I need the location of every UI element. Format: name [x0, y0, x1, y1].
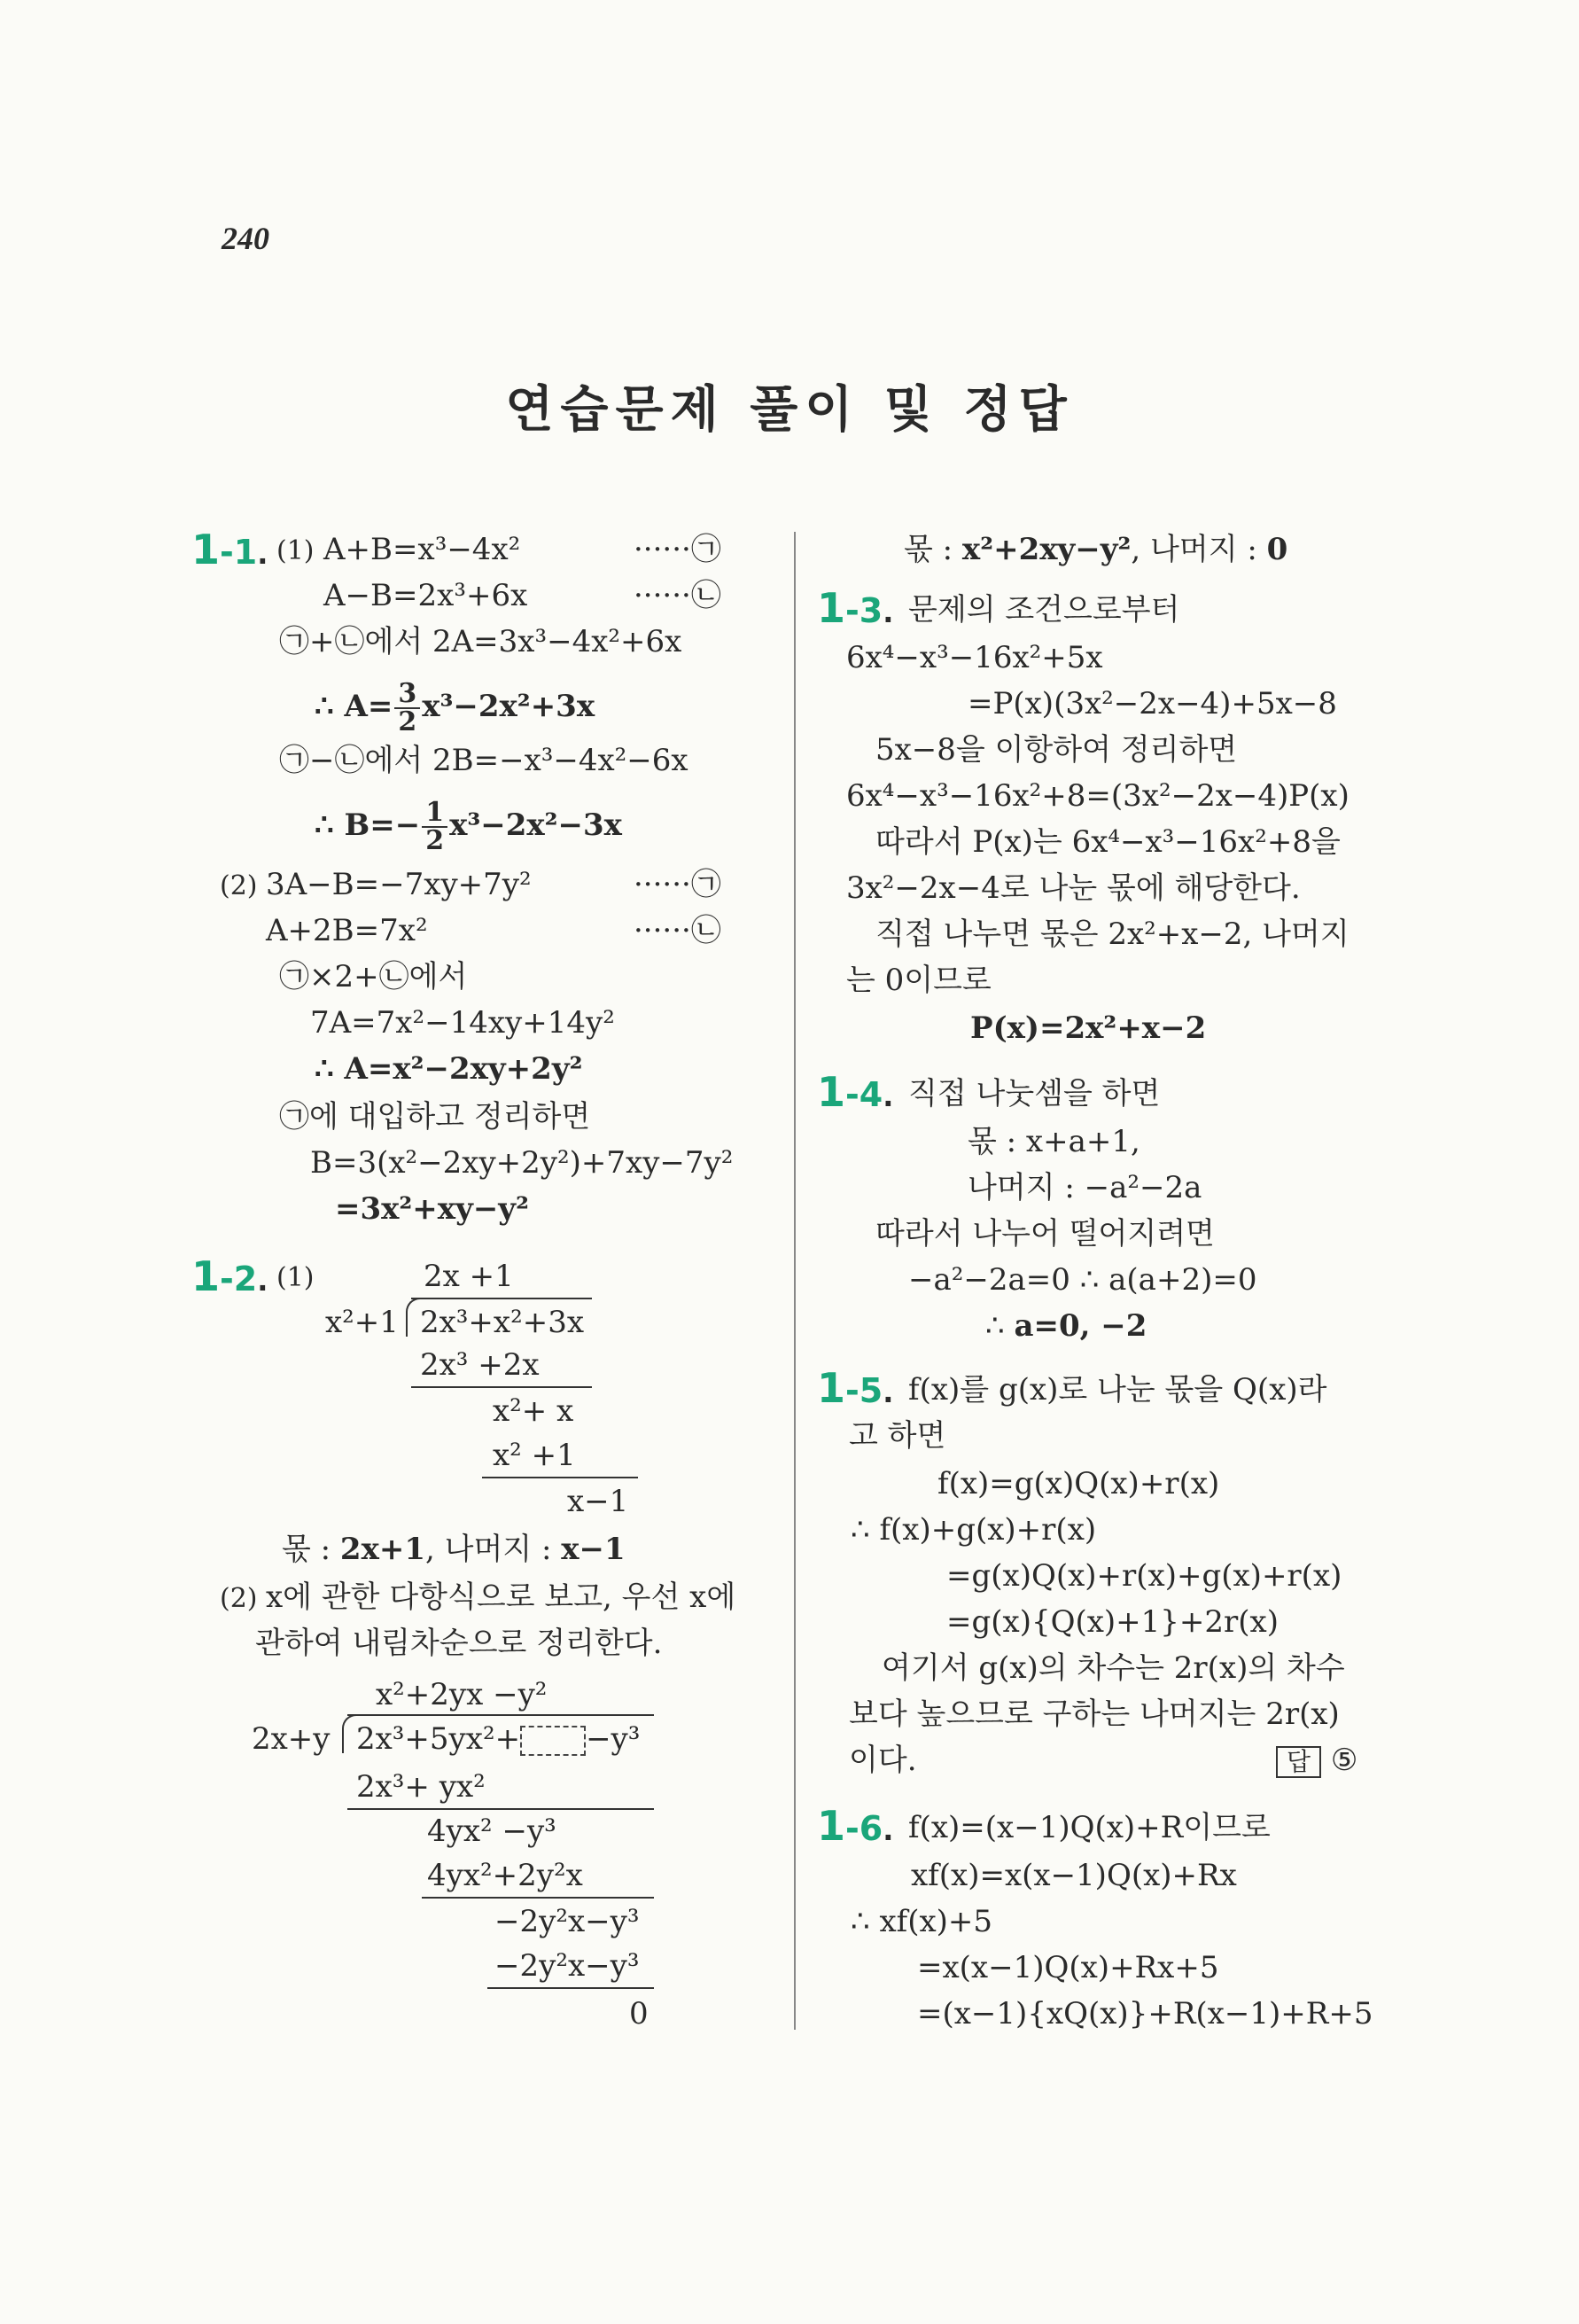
- text-line: 여기서 g(x)의 차수는 2r(x)의 차수: [882, 1650, 1345, 1686]
- problem-label-1-1: 1-1.: [191, 526, 268, 573]
- text-line: 직접 나눗셈을 하면: [908, 1076, 1161, 1111]
- equation-line: B=3(x²−2xy+2y²)+7xy−7y²: [310, 1145, 734, 1181]
- division-quotient: 2x +1: [424, 1259, 514, 1294]
- division-row: 2x³+ yx²: [356, 1769, 486, 1805]
- equation-marker: ······㉡: [634, 913, 721, 948]
- equation-marker: ······㉠: [634, 532, 721, 567]
- division-line: [422, 1897, 654, 1899]
- equation-line: =P(x)(3x²−2x−4)+5x−8: [968, 686, 1337, 721]
- division-dividend: 2x³+5yx²+ −y³: [356, 1721, 641, 1757]
- equation-line: A−B=2x³+6x: [323, 578, 528, 613]
- equation-line: −a²−2a=0 ∴ a(a+2)=0: [908, 1262, 1257, 1298]
- division-bracket: [406, 1298, 420, 1337]
- division-row: x−1: [567, 1484, 629, 1519]
- equation-line: =g(x)Q(x)+r(x)+g(x)+r(x): [946, 1558, 1342, 1594]
- equation-line: ∴ A= $\frac{3}{2}$ x³−2x²+3x: [315, 678, 595, 737]
- equation-line: 6x⁴−x³−16x²+8=(3x²−2x−4)P(x): [846, 778, 1350, 814]
- division-bracket: [342, 1714, 356, 1753]
- equation-line: ㉠+㉡에서 2A=3x³−4x²+6x: [279, 624, 682, 659]
- division-line: [482, 1477, 638, 1478]
- division-row: 0: [629, 1996, 649, 2032]
- page-number: 240: [222, 221, 269, 256]
- text-line: 문제의 조건으로부터: [908, 592, 1180, 628]
- division-row: 4yx² −y³: [427, 1813, 556, 1849]
- part-label: (2): [220, 870, 258, 901]
- text-line: 관하여 내림차순으로 정리한다.: [255, 1626, 663, 1661]
- equation-marker: ······㉠: [634, 867, 721, 902]
- equation-line: xf(x)=x(x−1)Q(x)+Rx: [911, 1858, 1237, 1893]
- answer-badge: 답: [1276, 1746, 1321, 1778]
- text-line: 보다 높으므로 구하는 나머지는 2r(x): [849, 1696, 1340, 1732]
- division-row: −2y²x−y³: [494, 1904, 640, 1939]
- equation-line: =x(x−1)Q(x)+Rx+5: [917, 1950, 1219, 1985]
- problem-label-1-3: 1-3.: [817, 584, 894, 632]
- equation-line: f(x)=(x−1)Q(x)+R이므로: [908, 1810, 1271, 1845]
- equation-line: =g(x){Q(x)+1}+2r(x): [946, 1604, 1279, 1640]
- division-divisor: x²+1: [325, 1305, 399, 1340]
- equation-line: 7A=7x²−14xy+14y²: [310, 1005, 615, 1041]
- division-result: 몫 : 2x+1, 나머지 : x−1: [282, 1532, 626, 1567]
- text-line: 5x−8을 이항하여 정리하면: [875, 732, 1238, 768]
- division-bar: [411, 1298, 592, 1299]
- column-divider: [794, 532, 796, 2030]
- equation-line: 몫 : x+a+1,: [968, 1124, 1140, 1159]
- part-label: (1): [276, 1262, 315, 1293]
- equation-line: =3x²+xy−y²: [335, 1191, 529, 1227]
- division-line: [411, 1386, 592, 1388]
- division-row: x² +1: [493, 1438, 576, 1473]
- problem-label-1-2: 1-2.: [191, 1252, 268, 1300]
- equation-line: ∴ a=0, −2: [985, 1308, 1147, 1344]
- text-line: f(x)를 g(x)로 나눈 몫을 Q(x)라: [908, 1372, 1327, 1408]
- division-bar: [347, 1714, 654, 1716]
- division-result: 몫 : x²+2xy−y², 나머지 : 0: [904, 532, 1288, 567]
- division-row: x²+ x: [493, 1393, 574, 1429]
- division-divisor: 2x+y: [252, 1721, 331, 1757]
- division-row: 4yx²+2y²x: [427, 1858, 583, 1893]
- division-quotient: x²+2yx −y²: [376, 1677, 548, 1712]
- equation-marker: ······㉡: [634, 578, 721, 613]
- division-line: [347, 1808, 654, 1810]
- equation-line: ㉠에 대입하고 정리하면: [279, 1099, 591, 1135]
- answer-mark: 답 ⑤: [1276, 1743, 1357, 1778]
- equation-line: A+B=x³−4x²: [323, 532, 521, 567]
- equation-line: ∴ f(x)+g(x)+r(x): [851, 1512, 1097, 1548]
- blank-box: [520, 1726, 586, 1756]
- division-row: 2x³ +2x: [420, 1347, 540, 1383]
- text-line: 는 0이므로: [846, 963, 992, 998]
- equation-line: f(x)=g(x)Q(x)+r(x): [937, 1466, 1220, 1501]
- division-line: [487, 1987, 654, 1989]
- equation-line: ∴ B=− $\frac{1}{2}$ x³−2x²−3x: [315, 797, 622, 856]
- text-line: 직접 나누면 몫은 2x²+x−2, 나머지: [875, 916, 1350, 952]
- equation-line: 3A−B=−7xy+7y²: [266, 867, 532, 902]
- equation-line: 나머지 : −a²−2a: [968, 1170, 1202, 1205]
- page-title: 연습문제 풀이 및 정답: [505, 380, 1074, 439]
- problem-label-1-5: 1-5.: [817, 1364, 894, 1412]
- text-line: 이다.: [849, 1743, 917, 1778]
- part-label: (1): [276, 535, 315, 566]
- equation-line: ∴ xf(x)+5: [851, 1904, 993, 1939]
- equation-line: ∴ A=x²−2xy+2y²: [315, 1051, 583, 1087]
- problem-label-1-4: 1-4.: [817, 1068, 894, 1116]
- problem-label-1-6: 1-6.: [817, 1802, 894, 1850]
- text-line: 따라서 P(x)는 6x⁴−x³−16x²+8을: [875, 824, 1341, 860]
- division-row: −2y²x−y³: [494, 1948, 640, 1984]
- equation-line: 6x⁴−x³−16x²+5x: [846, 640, 1103, 675]
- equation-line: ㉠−㉡에서 2B=−x³−4x²−6x: [279, 743, 688, 778]
- equation-line: =(x−1){xQ(x)}+R(x−1)+R+5: [917, 1996, 1373, 2032]
- part-label: (2): [220, 1583, 258, 1614]
- equation-line: A+2B=7x²: [266, 913, 428, 948]
- text-line: x에 관한 다항식으로 보고, 우선 x에: [266, 1579, 736, 1615]
- equation-line: ㉠×2+㉡에서: [279, 959, 468, 994]
- division-dividend: 2x³+x²+3x: [420, 1305, 585, 1340]
- text-line: 3x²−2x−4로 나눈 몫에 해당한다.: [846, 870, 1301, 906]
- text-line: 따라서 나누어 떨어지려면: [875, 1216, 1215, 1252]
- text-line: 고 하면: [849, 1418, 946, 1454]
- equation-line: P(x)=2x²+x−2: [970, 1010, 1207, 1046]
